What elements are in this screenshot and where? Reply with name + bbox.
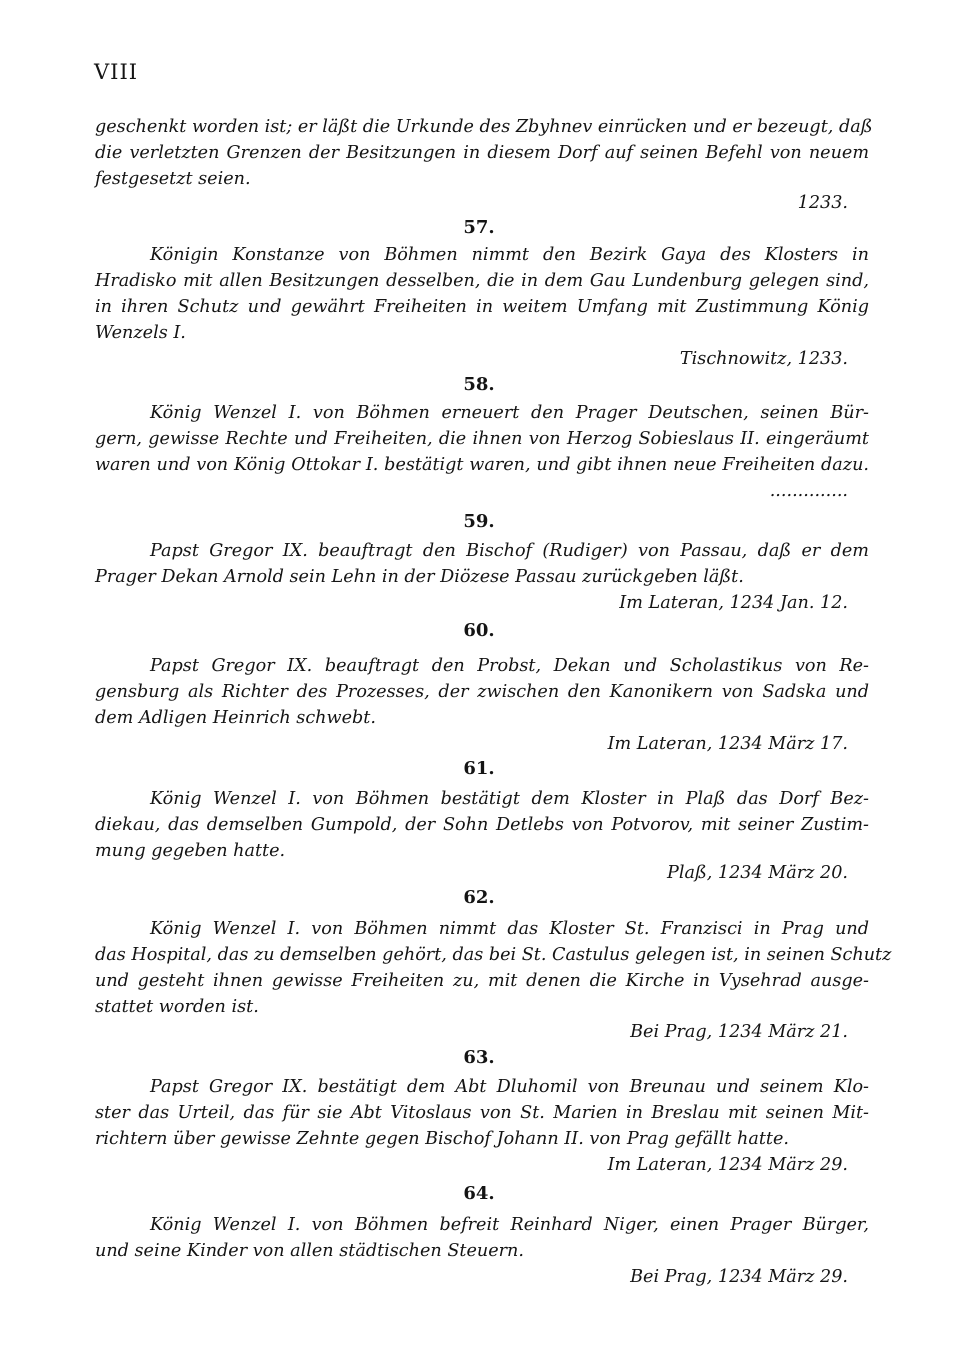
entry-line: in ihren Schutz und gewährt Freiheiten in weitem Umfang mit Zustimmung König	[95, 297, 869, 317]
entry-line: Prager Dekan Arnold sein Lehn in der Diözese Passau zurückgeben läßt.	[95, 567, 744, 587]
entry-date: Im Lateran, 1234 März 29.	[607, 1155, 848, 1175]
entry-date: Plaß, 1234 März 20.	[666, 863, 848, 883]
entry-line: mung gegeben hatte.	[95, 841, 286, 861]
entry-date: Tischnowitz, 1233.	[679, 349, 848, 369]
intro-date: 1233.	[797, 193, 848, 213]
entry-line: Papst Gregor IX. beauftragt den Probst, Dekan und Scholastikus von Re-	[150, 656, 869, 676]
entry-line: Papst Gregor IX. beauftragt den Bischof (Rudiger) von Passau, daß er dem	[150, 541, 869, 561]
entry-line: diekau, das demselben Gumpold, der Sohn Detlebs von Potvorov, mit seiner Zustim-	[95, 815, 869, 835]
page-number: VIII	[94, 60, 139, 84]
entry-date: Bei Prag, 1234 März 21.	[630, 1022, 848, 1042]
entry-line: waren und von König Ottokar I. bestätigt waren, und gibt ihnen neue Freiheiten dazu.	[95, 455, 869, 475]
entry-line: gensburg als Richter des Prozesses, der zwischen den Kanonikern von Sadska und	[95, 682, 869, 702]
entry-line: stattet worden ist.	[95, 997, 259, 1017]
entry-line: gern, gewisse Rechte und Freiheiten, die ihnen von Herzog Sobieslaus II. eingeräumt	[95, 429, 869, 449]
entry-line: König Wenzel I. von Böhmen bestätigt dem Kloster in Plaß das Dorf Bez-	[150, 789, 869, 809]
entry-number: 60.	[463, 620, 495, 641]
entry-line: Hradisko mit allen Besitzungen desselben, die in dem Gau Lundenburg gelegen sind,	[95, 271, 869, 291]
entry-number: 57.	[463, 217, 495, 238]
entry-line: Papst Gregor IX. bestätigt dem Abt Dluhomil von Breunau und seinem Klo-	[150, 1077, 869, 1097]
entry-number: 59.	[463, 511, 495, 532]
entry-number: 63.	[463, 1047, 495, 1068]
entry-date: Im Lateran, 1234 März 17.	[607, 734, 848, 754]
entry-line: und gesteht ihnen gewisse Freiheiten zu, mit denen die Kirche in Vysehrad ausge-	[95, 971, 869, 991]
entry-line: König Wenzel I. von Böhmen erneuert den Prager Deutschen, seinen Bür-	[150, 403, 869, 423]
entry-number: 61.	[463, 758, 495, 779]
entry-line: ster das Urteil, das für sie Abt Vitoslaus von St. Marien in Breslau mit seinen Mit-	[95, 1103, 869, 1123]
entry-number: 58.	[463, 374, 495, 395]
entry-line: richtern über gewisse Zehnte gegen Bischof Johann II. von Prag gefällt hatte.	[95, 1129, 789, 1149]
intro-line: geschenkt worden ist; er läßt die Urkunde des Zbyhnev einrücken und er bezeugt, daß	[95, 117, 873, 137]
intro-line: die verletzten Grenzen der Besitzungen in diesem Dorf auf seinen Befehl von neuem	[95, 143, 869, 163]
entry-line: dem Adligen Heinrich schwebt.	[95, 708, 376, 728]
entry-line: das Hospital, das zu demselben gehört, das bei St. Castulus gelegen ist, in seinen Schutz	[95, 945, 892, 965]
entry-line: Wenzels I.	[95, 323, 186, 343]
entry-line: König Wenzel I. von Böhmen nimmt das Kloster St. Franzisci in Prag und	[150, 919, 869, 939]
entry-date: ..............	[769, 481, 848, 501]
entry-number: 62.	[463, 887, 495, 908]
intro-line: festgesetzt seien.	[95, 169, 251, 189]
entry-line: und seine Kinder von allen städtischen Steuern.	[95, 1241, 524, 1261]
entry-date: Im Lateran, 1234 Jan. 12.	[619, 593, 848, 613]
entry-line: König Wenzel I. von Böhmen befreit Reinhard Niger, einen Prager Bürger,	[150, 1215, 869, 1235]
entry-number: 64.	[463, 1183, 495, 1204]
entry-line: Königin Konstanze von Böhmen nimmt den Bezirk Gaya des Klosters in	[150, 245, 869, 265]
entry-date: Bei Prag, 1234 März 29.	[630, 1267, 848, 1287]
